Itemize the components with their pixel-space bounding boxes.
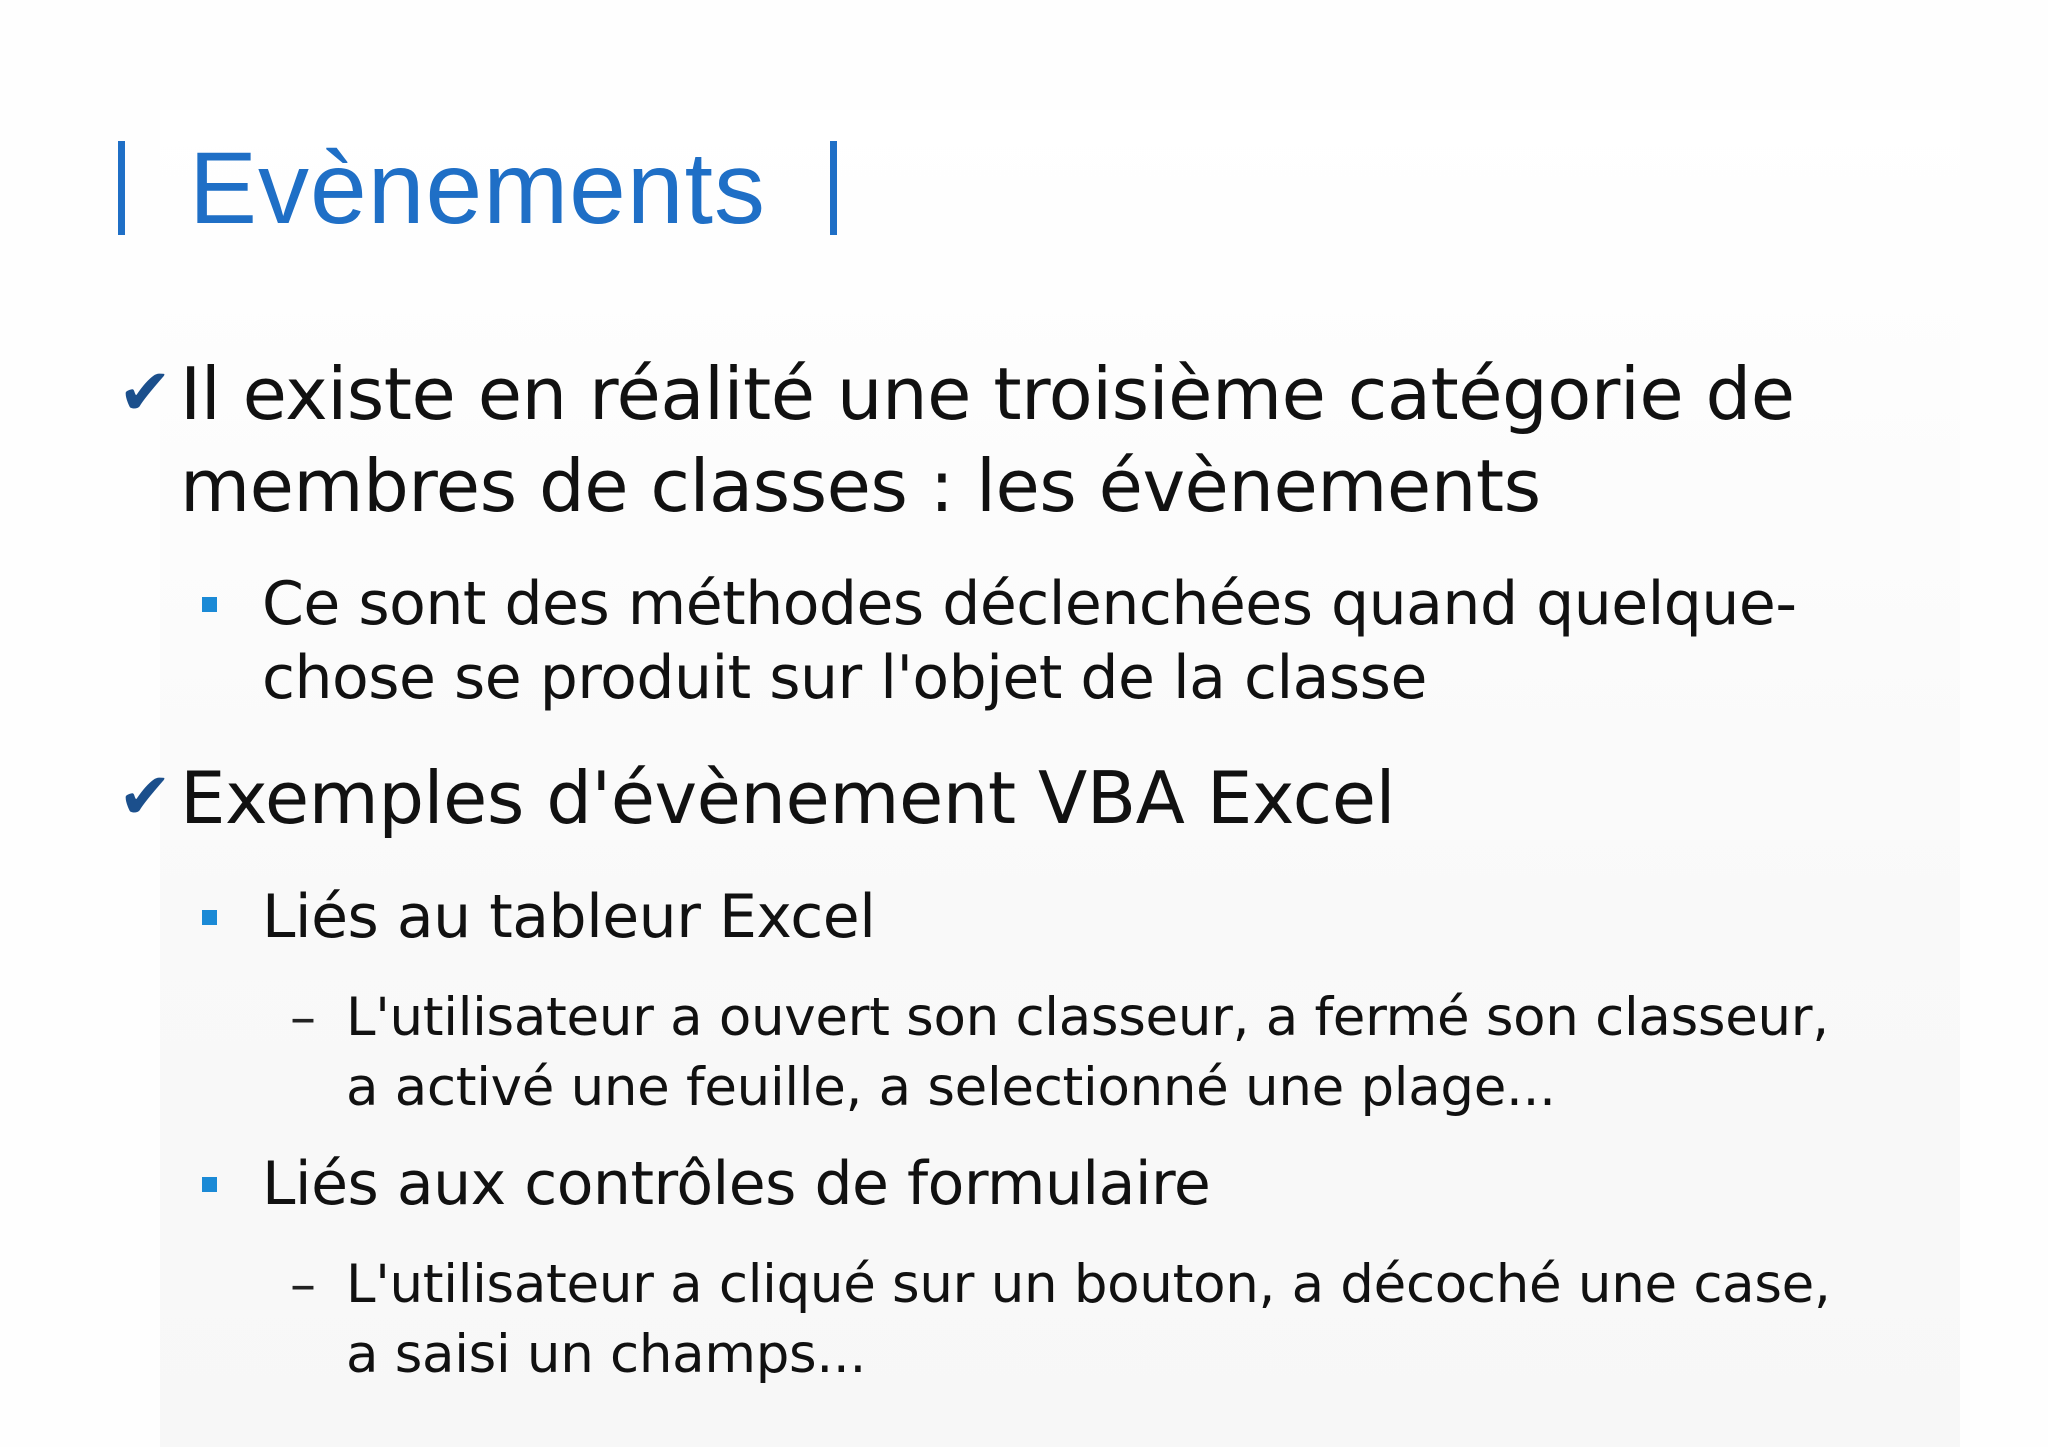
- check-mark-icon: ✔: [118, 356, 172, 430]
- sub-bullet-text: Ce sont des méthodes déclenchées quand quelque-chose se produit sur l'objet de la classe: [262, 569, 1797, 713]
- square-bullet-icon: [202, 597, 217, 612]
- square-bullet-icon: [202, 1177, 217, 1192]
- dash-icon: –: [290, 1255, 316, 1315]
- bullet-text: Il existe en réalité une troisième catégorie de membres de classes : les évènements: [180, 352, 1795, 528]
- sub-sub-bullet-text: L'utilisateur a ouvert son classeur, a fermé son classeur, a activé une feuille, a selectionné une plage...: [346, 987, 1829, 1118]
- bullet-text: Exemples d'évènement VBA Excel: [180, 756, 1396, 840]
- title-right-bar: [830, 141, 837, 235]
- slide-title: [118, 128, 837, 248]
- title-left-bar: [118, 141, 125, 235]
- square-bullet-icon: [202, 910, 217, 925]
- sub-bullet-text: Liés aux contrôles de formulaire: [262, 1149, 1211, 1219]
- sub-sub-bullet-text: L'utilisateur a cliqué sur un bouton, a décoché une case, a saisi un champs...: [346, 1254, 1831, 1385]
- slide-title-text: Evènements: [189, 131, 766, 245]
- check-mark-icon: ✔: [118, 760, 172, 834]
- dash-icon: –: [290, 988, 316, 1048]
- sub-bullet-text: Liés au tableur Excel: [262, 882, 876, 952]
